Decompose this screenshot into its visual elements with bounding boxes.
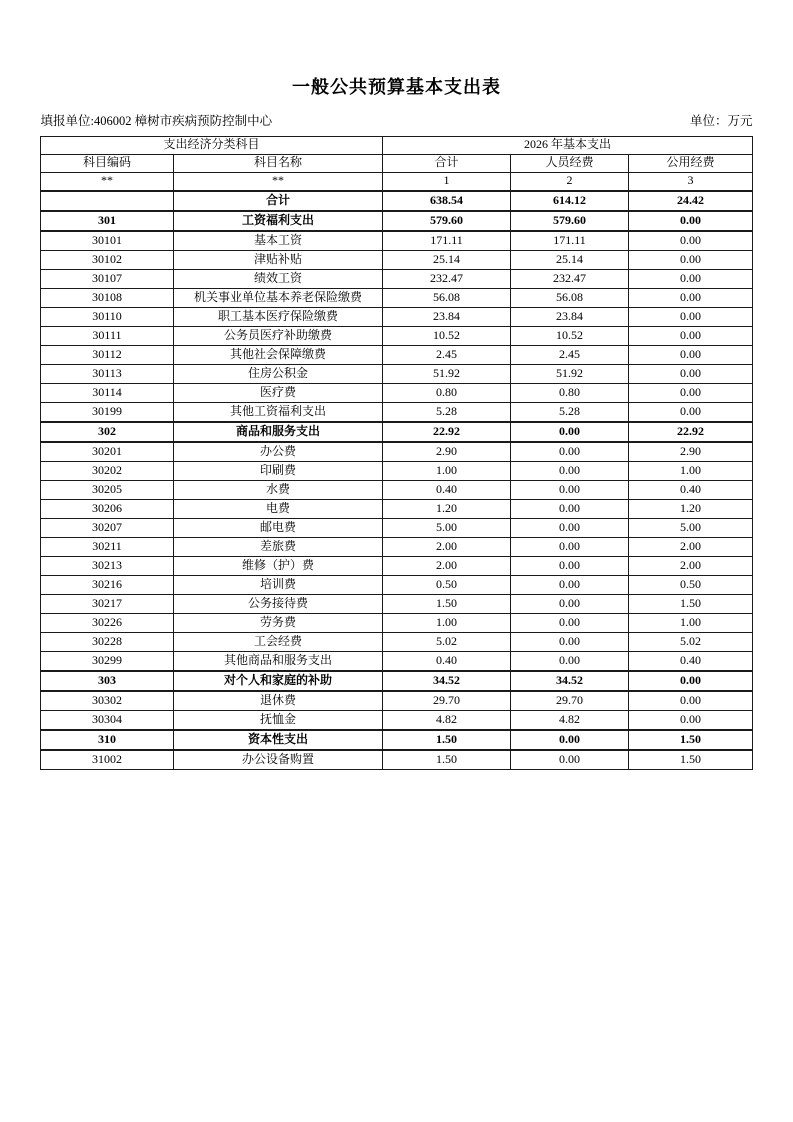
mask-cell-personnel: 2	[511, 172, 629, 191]
mask-cell-code: **	[40, 172, 173, 191]
cell-personnel: 0.00	[511, 480, 629, 499]
cell-code: 30213	[40, 556, 173, 575]
table-row	[40, 231, 752, 251]
cell-total: 579.60	[383, 211, 511, 231]
cell-personnel: 10.52	[511, 326, 629, 345]
cell-public: 1.20	[629, 499, 753, 518]
report-unit-label: 填报单位:406002 樟树市疾病预防控制中心	[40, 113, 273, 128]
cell-name: 机关事业单位基本养老保险缴费	[173, 288, 382, 307]
cell-code: 30110	[40, 307, 173, 326]
cell-total: 5.02	[383, 632, 511, 651]
cell-code: 30206	[40, 499, 173, 518]
cell-code: 30217	[40, 594, 173, 613]
cell-name: 印刷费	[173, 461, 382, 480]
table-row	[40, 750, 752, 770]
cell-public: 0.00	[629, 364, 753, 383]
cell-name: 培训费	[173, 575, 382, 594]
cell-total: 56.08	[383, 288, 511, 307]
table-row	[40, 518, 752, 537]
cell-name: 差旅费	[173, 537, 382, 556]
table-row	[40, 613, 752, 632]
cell-public: 1.50	[629, 730, 753, 750]
cell-public: 2.90	[629, 442, 753, 462]
table-row	[40, 461, 752, 480]
cell-personnel: 0.00	[511, 750, 629, 770]
header-col-total: 合计	[383, 154, 511, 172]
cell-personnel: 34.52	[511, 671, 629, 691]
table-row	[40, 307, 752, 326]
cell-total: 29.70	[383, 691, 511, 711]
cell-total: 1.00	[383, 461, 511, 480]
table-row	[40, 211, 752, 231]
cell-total: 23.84	[383, 307, 511, 326]
header-col-personnel: 人员经费	[511, 154, 629, 172]
cell-code: 30211	[40, 537, 173, 556]
cell-name: 公务员医疗补助缴费	[173, 326, 382, 345]
cell-personnel: 56.08	[511, 288, 629, 307]
cell-name: 资本性支出	[173, 730, 382, 750]
cell-code: 30111	[40, 326, 173, 345]
table-row	[40, 691, 752, 711]
table-row	[40, 345, 752, 364]
cell-name: 津贴补贴	[173, 250, 382, 269]
cell-public: 0.00	[629, 710, 753, 730]
cell-public: 0.00	[629, 269, 753, 288]
header-group-row	[40, 136, 752, 154]
cell-name: 职工基本医疗保险缴费	[173, 307, 382, 326]
cell-total: 171.11	[383, 231, 511, 251]
cell-name: 基本工资	[173, 231, 382, 251]
cell-code: 303	[40, 671, 173, 691]
cell-personnel: 25.14	[511, 250, 629, 269]
cell-total: 0.40	[383, 480, 511, 499]
cell-total: 5.00	[383, 518, 511, 537]
cell-total: 2.00	[383, 556, 511, 575]
cell-public: 1.00	[629, 461, 753, 480]
cell-personnel: 579.60	[511, 211, 629, 231]
cell-name: 维修（护）费	[173, 556, 382, 575]
table-row	[40, 556, 752, 575]
table-row	[40, 594, 752, 613]
cell-code	[40, 191, 173, 211]
table-row	[40, 422, 752, 442]
cell-code: 302	[40, 422, 173, 442]
cell-total: 1.20	[383, 499, 511, 518]
table-row	[40, 632, 752, 651]
cell-personnel: 0.00	[511, 537, 629, 556]
cell-total: 4.82	[383, 710, 511, 730]
cell-total: 232.47	[383, 269, 511, 288]
table-row	[40, 480, 752, 499]
cell-name: 其他商品和服务支出	[173, 651, 382, 671]
cell-public: 0.00	[629, 211, 753, 231]
cell-personnel: 5.28	[511, 402, 629, 422]
cell-personnel: 171.11	[511, 231, 629, 251]
table-header	[40, 136, 752, 191]
table-row	[40, 326, 752, 345]
cell-public: 0.00	[629, 288, 753, 307]
cell-public: 0.00	[629, 231, 753, 251]
cell-public: 0.00	[629, 250, 753, 269]
table-row	[40, 402, 752, 422]
table-row	[40, 288, 752, 307]
cell-public: 5.00	[629, 518, 753, 537]
cell-code: 30205	[40, 480, 173, 499]
header-subject-group: 支出经济分类科目	[40, 136, 382, 154]
cell-code: 30108	[40, 288, 173, 307]
cell-name: 对个人和家庭的补助	[173, 671, 382, 691]
cell-name: 邮电费	[173, 518, 382, 537]
cell-name: 退休费	[173, 691, 382, 711]
cell-personnel: 0.00	[511, 594, 629, 613]
cell-public: 0.00	[629, 307, 753, 326]
cell-personnel: 0.80	[511, 383, 629, 402]
cell-total: 2.90	[383, 442, 511, 462]
cell-code: 30199	[40, 402, 173, 422]
cell-public: 2.00	[629, 537, 753, 556]
cell-public: 0.00	[629, 691, 753, 711]
cell-personnel: 232.47	[511, 269, 629, 288]
cell-total: 0.50	[383, 575, 511, 594]
cell-name: 其他工资福利支出	[173, 402, 382, 422]
cell-personnel: 0.00	[511, 518, 629, 537]
header-year-group: 2026 年基本支出	[383, 136, 753, 154]
cell-name: 劳务费	[173, 613, 382, 632]
cell-name: 工资福利支出	[173, 211, 382, 231]
table-row	[40, 250, 752, 269]
cell-code: 30216	[40, 575, 173, 594]
cell-total: 1.50	[383, 594, 511, 613]
cell-total: 638.54	[383, 191, 511, 211]
unit-of-measure-label: 单位：万元	[689, 113, 753, 128]
cell-code: 30304	[40, 710, 173, 730]
cell-total: 0.40	[383, 651, 511, 671]
page-title: 一般公共预算基本支出表	[292, 77, 501, 97]
header-mask-row	[40, 172, 752, 191]
cell-name: 办公费	[173, 442, 382, 462]
cell-total: 0.80	[383, 383, 511, 402]
cell-personnel: 0.00	[511, 632, 629, 651]
cell-code: 30201	[40, 442, 173, 462]
cell-total: 34.52	[383, 671, 511, 691]
cell-public: 0.40	[629, 651, 753, 671]
cell-personnel: 51.92	[511, 364, 629, 383]
table-row	[40, 269, 752, 288]
cell-name: 工会经费	[173, 632, 382, 651]
cell-name: 住房公积金	[173, 364, 382, 383]
mask-cell-name: **	[173, 172, 382, 191]
header-col-public: 公用经费	[629, 154, 753, 172]
cell-code: 30102	[40, 250, 173, 269]
cell-code: 301	[40, 211, 173, 231]
mask-cell-public: 3	[629, 172, 753, 191]
cell-total: 1.00	[383, 613, 511, 632]
cell-name: 抚恤金	[173, 710, 382, 730]
meta-row	[41, 114, 753, 129]
cell-public: 0.00	[629, 383, 753, 402]
cell-public: 0.00	[629, 671, 753, 691]
table-row	[40, 710, 752, 730]
cell-name: 办公设备购置	[173, 750, 382, 770]
cell-code: 30207	[40, 518, 173, 537]
cell-personnel: 0.00	[511, 613, 629, 632]
header-columns-row	[40, 154, 752, 172]
cell-personnel: 0.00	[511, 651, 629, 671]
cell-name: 电费	[173, 499, 382, 518]
cell-personnel: 0.00	[511, 461, 629, 480]
cell-code: 31002	[40, 750, 173, 770]
cell-public: 1.00	[629, 613, 753, 632]
table-row	[40, 671, 752, 691]
cell-public: 5.02	[629, 632, 753, 651]
cell-public: 2.00	[629, 556, 753, 575]
cell-name: 商品和服务支出	[173, 422, 382, 442]
cell-personnel: 0.00	[511, 556, 629, 575]
cell-code: 30302	[40, 691, 173, 711]
cell-public: 1.50	[629, 594, 753, 613]
cell-total: 5.28	[383, 402, 511, 422]
cell-code: 30107	[40, 269, 173, 288]
header-col-code: 科目编码	[40, 154, 173, 172]
cell-code: 30202	[40, 461, 173, 480]
cell-total: 1.50	[383, 730, 511, 750]
cell-code: 310	[40, 730, 173, 750]
cell-code: 30299	[40, 651, 173, 671]
mask-cell-total: 1	[383, 172, 511, 191]
cell-public: 0.00	[629, 345, 753, 364]
cell-personnel: 29.70	[511, 691, 629, 711]
cell-name: 合计	[173, 191, 382, 211]
cell-total: 22.92	[383, 422, 511, 442]
cell-name: 其他社会保障缴费	[173, 345, 382, 364]
table-row	[40, 499, 752, 518]
cell-name: 水费	[173, 480, 382, 499]
table-body	[40, 191, 752, 770]
table-row	[40, 442, 752, 462]
cell-name: 绩效工资	[173, 269, 382, 288]
table-row	[40, 537, 752, 556]
header-col-name: 科目名称	[173, 154, 382, 172]
cell-code: 30101	[40, 231, 173, 251]
cell-personnel: 2.45	[511, 345, 629, 364]
cell-personnel: 0.00	[511, 499, 629, 518]
cell-total: 25.14	[383, 250, 511, 269]
cell-code: 30228	[40, 632, 173, 651]
cell-code: 30113	[40, 364, 173, 383]
cell-code: 30114	[40, 383, 173, 402]
cell-total: 2.45	[383, 345, 511, 364]
cell-public: 0.00	[629, 326, 753, 345]
cell-personnel: 0.00	[511, 575, 629, 594]
cell-public: 0.40	[629, 480, 753, 499]
cell-personnel: 4.82	[511, 710, 629, 730]
cell-total: 10.52	[383, 326, 511, 345]
cell-name: 医疗费	[173, 383, 382, 402]
cell-public: 24.42	[629, 191, 753, 211]
cell-public: 1.50	[629, 750, 753, 770]
cell-total: 51.92	[383, 364, 511, 383]
table-row	[40, 191, 752, 211]
table-row	[40, 383, 752, 402]
cell-total: 2.00	[383, 537, 511, 556]
cell-public: 22.92	[629, 422, 753, 442]
table-row	[40, 651, 752, 671]
cell-code: 30226	[40, 613, 173, 632]
cell-personnel: 0.00	[511, 442, 629, 462]
cell-public: 0.00	[629, 402, 753, 422]
cell-personnel: 0.00	[511, 422, 629, 442]
cell-personnel: 23.84	[511, 307, 629, 326]
table-row	[40, 575, 752, 594]
cell-personnel: 614.12	[511, 191, 629, 211]
table-row	[40, 364, 752, 383]
table-row	[40, 730, 752, 750]
cell-public: 0.50	[629, 575, 753, 594]
cell-code: 30112	[40, 345, 173, 364]
budget-table	[40, 136, 753, 770]
cell-total: 1.50	[383, 750, 511, 770]
cell-personnel: 0.00	[511, 730, 629, 750]
cell-name: 公务接待费	[173, 594, 382, 613]
